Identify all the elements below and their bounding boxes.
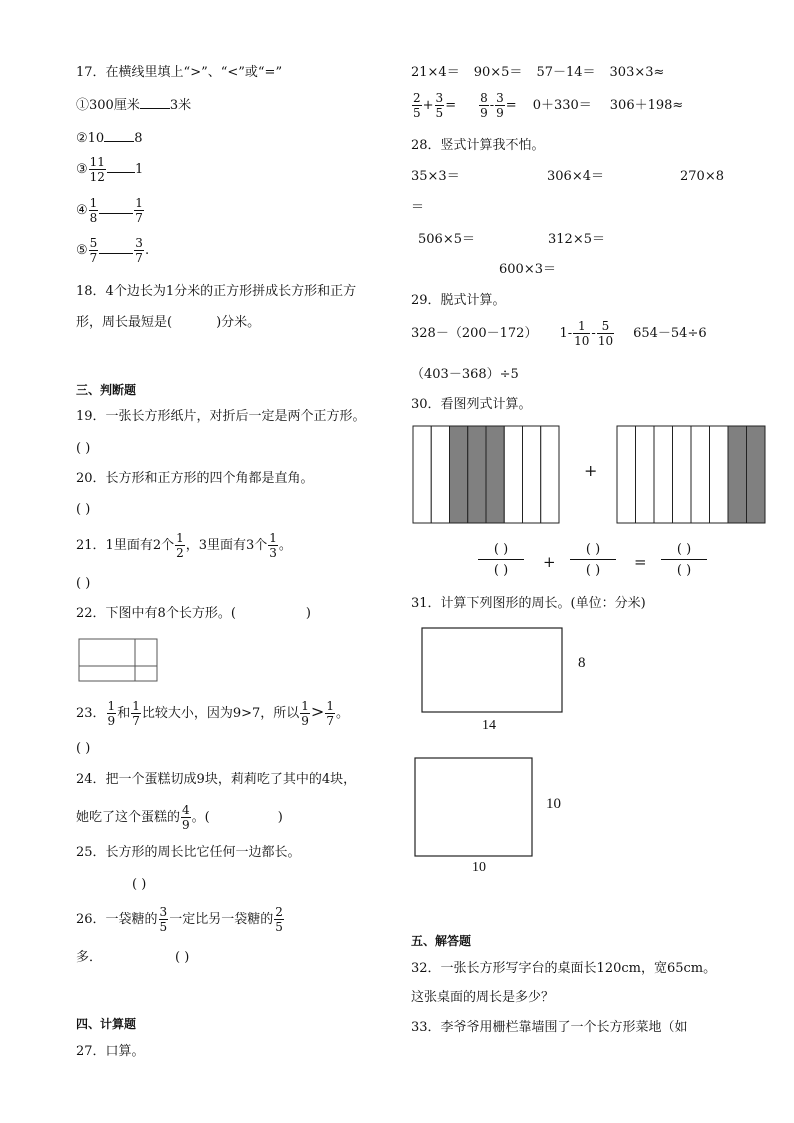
- denominator: ( ): [585, 563, 601, 578]
- op: -: [489, 98, 495, 113]
- q30-text: 30．看图列式计算。: [411, 397, 532, 412]
- rect-1-height-label: 8: [578, 655, 586, 671]
- rect-2-width-label: 10: [472, 860, 486, 875]
- q28-expr-3: 270×8: [680, 169, 724, 184]
- q19-answer[interactable]: ( ): [76, 441, 91, 456]
- q26-line2: 多．: [76, 950, 103, 965]
- fraction: $\frac{1}{8}$: [89, 196, 98, 225]
- q24-line2: [76, 804, 283, 831]
- op: =: [505, 98, 517, 113]
- q28-expr-3-eq: ＝: [411, 200, 425, 215]
- text: 。: [278, 538, 292, 553]
- q31-text: 31．计算下列图形的周长。(单位：分米): [411, 596, 646, 611]
- value-b: 1: [134, 162, 144, 177]
- q17-item-3: [76, 156, 143, 183]
- item-marker: ③: [76, 162, 88, 177]
- q21-answer[interactable]: ( ): [76, 576, 91, 591]
- q27-text: 27．口算。: [76, 1044, 145, 1059]
- expr: 57－14＝: [536, 65, 596, 80]
- q20-answer[interactable]: ( ): [76, 502, 91, 517]
- answer-blank[interactable]: [104, 129, 134, 142]
- q30-op-equals: =: [634, 553, 647, 571]
- q19-text: 19．一张长方形纸片，对折后一定是两个正方形。: [76, 409, 366, 424]
- numerator: ( ): [478, 543, 524, 560]
- op: -: [591, 326, 596, 341]
- item-marker: ①: [76, 98, 90, 113]
- q28-expr-1: 35×3＝: [411, 169, 460, 184]
- text: 26．一袋糖的: [76, 912, 158, 927]
- fraction: $\frac{1}{9}$: [107, 699, 116, 728]
- answer-blank[interactable]: [140, 96, 170, 109]
- q22-rectangle-figure: [78, 638, 160, 684]
- text: 。: [335, 706, 349, 721]
- text: 。(: [191, 810, 210, 825]
- q18-line2: [76, 316, 260, 329]
- q30-op-plus: +: [543, 553, 556, 571]
- answer-blank[interactable]: [99, 201, 133, 214]
- q33-text: 33．李爷爷用栅栏靠墙围了一个长方形菜地（如: [411, 1020, 688, 1035]
- expr: 90×5＝: [473, 65, 523, 80]
- op: =: [445, 98, 457, 113]
- oral-row-1: [411, 66, 664, 79]
- denominator: ( ): [493, 563, 509, 578]
- section-4-heading: 四、计算题: [76, 1017, 137, 1031]
- q17-stem: 17．在横线里填上“>”、“<”或“=”: [76, 65, 283, 80]
- section-3-heading: 三、判断题: [76, 383, 137, 397]
- q17-item-5: [76, 237, 149, 264]
- fraction: $\frac{5}{10}$: [597, 319, 614, 348]
- q20-text: 20．长方形和正方形的四个角都是直角。: [76, 471, 314, 486]
- q23-answer[interactable]: ( ): [76, 741, 91, 756]
- q28-expr-4: 506×5＝: [418, 232, 475, 247]
- answer-blank[interactable]: [99, 241, 133, 254]
- fraction: $\frac{1}{7}$: [326, 699, 334, 728]
- q23-text: [76, 700, 349, 727]
- q17-item-1: [76, 96, 191, 112]
- q21-text: [76, 532, 292, 559]
- q31-rectangle-1: [421, 627, 564, 715]
- op: +: [422, 98, 434, 113]
- expr: 306＋198≈: [609, 98, 684, 113]
- q24-line1: 24．把一个蛋糕切成9块，莉莉吃了其中的4块，: [76, 772, 357, 787]
- fraction: $\frac{1}{7}$: [135, 196, 143, 225]
- expr: 1-: [559, 326, 573, 341]
- value-b: 3米: [169, 98, 192, 113]
- q29-text: 29．脱式计算。: [411, 293, 506, 308]
- q26-text: [76, 906, 285, 933]
- value-a: 10: [87, 131, 105, 146]
- q30-answer-fraction-2[interactable]: [570, 543, 616, 577]
- rect-1-width-label: 14: [482, 718, 496, 733]
- item-marker: ④: [76, 203, 88, 218]
- text: 比较大小，因为9>7，所以: [141, 706, 300, 721]
- q28-expr-2: 306×4＝: [547, 169, 604, 184]
- period: .: [144, 243, 150, 258]
- item-marker: ②: [76, 131, 88, 146]
- q30-plus-sign: +: [584, 461, 598, 480]
- fraction: $\frac{1}{2}$: [176, 531, 184, 560]
- text: ): [305, 606, 311, 621]
- text: 她吃了这个蛋糕的: [76, 810, 181, 825]
- fraction: $\frac{1}{10}$: [574, 319, 590, 348]
- fraction: $\frac{3}{7}$: [135, 236, 143, 265]
- fraction: $\frac{4}{9}$: [182, 803, 190, 832]
- q29-expr-4: （403－368）÷5: [411, 367, 519, 382]
- q22-text: [76, 607, 311, 620]
- q30-answer-fraction-1[interactable]: [478, 543, 524, 577]
- expr: 21×4＝: [411, 65, 460, 80]
- q32-line1: 32．一张长方形写字台的桌面长120cm，宽65cm。: [411, 961, 717, 976]
- text: 和: [117, 706, 131, 721]
- value-b: 8: [134, 131, 143, 146]
- q31-rectangle-2: [414, 757, 534, 858]
- q28-text: 28．竖式计算我不怕。: [411, 138, 545, 153]
- q17-item-4: [76, 197, 145, 224]
- fraction: $\frac{3}{9}$: [496, 91, 504, 120]
- text: ): [277, 810, 283, 825]
- section-5-heading: 五、解答题: [411, 934, 472, 948]
- text: 一定比另一袋糖的: [169, 912, 274, 927]
- fraction: $\frac{1}{9}$: [301, 699, 309, 728]
- text: >: [310, 702, 325, 721]
- q29-row-1: [411, 320, 707, 347]
- q28-expr-6: 600×3＝: [499, 262, 556, 277]
- fraction: $\frac{2}{5}$: [413, 91, 421, 120]
- text: ，3里面有3个: [185, 538, 268, 553]
- fraction: $\frac{3}{5}$: [159, 905, 168, 934]
- numerator: ( ): [661, 543, 707, 560]
- fraction: $\frac{1}{7}$: [132, 699, 140, 728]
- expr: 328－（200－172）: [411, 326, 538, 341]
- fraction: $\frac{2}{5}$: [275, 905, 283, 934]
- q18-line1: 18．4个边长为1分米的正方形拼成长方形和正方: [76, 284, 357, 299]
- text: 形，周长最短是(: [76, 315, 173, 330]
- q25-text: 25．长方形的周长比它任何一边都长。: [76, 845, 301, 860]
- fraction: $\frac{11}{12}$: [89, 155, 105, 184]
- q28-expr-5: 312×5＝: [548, 232, 605, 247]
- q17-item-2: [76, 129, 142, 145]
- fraction: $\frac{1}{3}$: [269, 531, 277, 560]
- rect-2-height-label: 10: [546, 796, 561, 812]
- fraction: $\frac{8}{9}$: [480, 91, 488, 120]
- fraction: $\frac{5}{7}$: [89, 236, 98, 265]
- oral-row-2: [411, 92, 683, 119]
- text: 23．: [76, 706, 106, 721]
- text: 22．下图中有8个长方形。(: [76, 606, 236, 621]
- value-a: 300厘米: [89, 98, 140, 113]
- expr: 654－54÷6: [633, 326, 707, 341]
- q26-answer[interactable]: ( ): [175, 950, 190, 965]
- expr: 0＋330＝: [532, 98, 592, 113]
- q30-strip-left: [412, 425, 562, 525]
- q30-answer-fraction-3[interactable]: [661, 543, 707, 577]
- q32-line2: 这张桌面的周长是多少？: [411, 990, 555, 1005]
- item-marker: ⑤: [76, 243, 88, 258]
- q30-strip-right: [616, 425, 766, 525]
- expr: 303×3≈: [609, 65, 665, 80]
- fraction: $\frac{3}{5}$: [435, 91, 444, 120]
- denominator: ( ): [676, 563, 692, 578]
- text: 21．1里面有2个: [76, 538, 175, 553]
- text: )分米。: [216, 315, 261, 330]
- q25-answer[interactable]: ( ): [132, 877, 147, 892]
- answer-blank[interactable]: [107, 160, 135, 173]
- numerator: ( ): [570, 543, 616, 560]
